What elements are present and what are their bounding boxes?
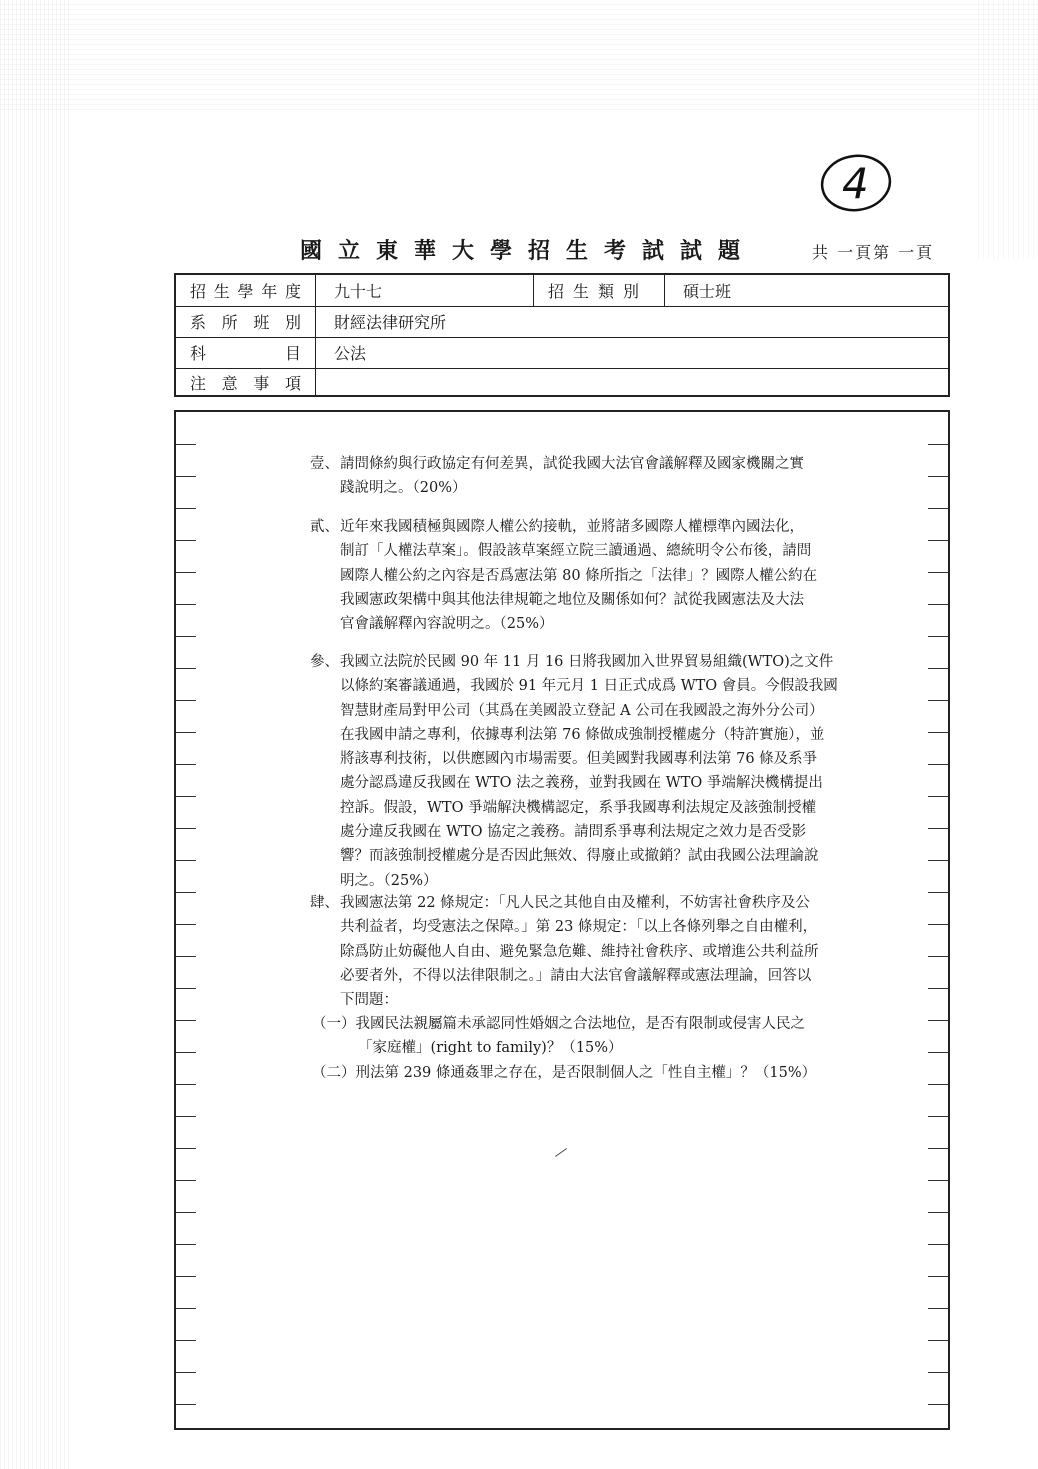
page-count: 共 一頁第 一頁 xyxy=(812,243,935,262)
question-line: 制訂「人權法草案」。假設該草案經立院三讀通過、總統明令公布後，請問 xyxy=(340,543,812,560)
info-row-subject xyxy=(176,337,948,369)
sub-question-2 xyxy=(312,1061,832,1085)
question-2 xyxy=(310,515,830,636)
page-mark-digit: 4 xyxy=(842,159,869,208)
margin-tick xyxy=(176,1180,196,1181)
dept-label xyxy=(176,306,316,337)
sub-question-line xyxy=(312,1061,832,1085)
question-line: 除爲防止妨礙他人自由、避免緊急危難、維持社會秩序、或增進公共利益所 xyxy=(340,943,819,960)
margin-tick xyxy=(928,860,948,861)
margin-tick xyxy=(176,860,196,861)
question-line xyxy=(310,452,830,476)
question-line: 明之。（25%） xyxy=(340,872,438,889)
margin-tick xyxy=(928,1404,948,1405)
margin-tick xyxy=(928,764,948,765)
question-number: 肆、 xyxy=(310,895,339,911)
margin-tick xyxy=(176,892,196,893)
category-label: 招生類別 xyxy=(534,275,665,306)
margin-tick xyxy=(176,1340,196,1341)
dept-label-char: 系 xyxy=(190,313,207,332)
margin-tick xyxy=(928,1276,948,1277)
margin-tick xyxy=(928,1148,948,1149)
sub-question-number: （一） xyxy=(312,1016,356,1032)
question-line: 國際人權公約之內容是否爲憲法第 80 條所指之「法律」？國際人權公約在 xyxy=(340,567,818,584)
margin-tick xyxy=(928,1212,948,1213)
question-3 xyxy=(310,650,838,893)
margin-tick xyxy=(928,924,948,925)
question-text: 請問條約與行政協定有何差異，試從我國大法官會議解釋及國家機關之實 xyxy=(340,456,804,472)
sub-question-line xyxy=(312,1012,832,1036)
question-line: 處分認爲違反我國在 WTO 法之義務，並對我國在 WTO 爭端解決機構提出 xyxy=(340,775,823,792)
margin-tick xyxy=(176,476,196,477)
handwritten-page-mark xyxy=(818,150,898,216)
question-line: 踐說明之。（20%） xyxy=(340,480,467,497)
margin-tick xyxy=(176,572,196,573)
margin-tick xyxy=(928,828,948,829)
margin-tick xyxy=(928,1052,948,1053)
subject-value: 公法 xyxy=(334,344,367,363)
margin-ticks-right xyxy=(928,412,948,1428)
margin-tick xyxy=(176,988,196,989)
margin-tick xyxy=(176,1116,196,1117)
year-label-char: 年 xyxy=(261,282,278,301)
question-line: 我國憲政架構中與其他法律規範之地位及關係如何？試從我國憲法及大法 xyxy=(340,591,804,608)
info-table xyxy=(174,273,950,397)
question-line: 必要者外，不得以法律限制之。」請由大法官會議解釋或憲法理論，回答以 xyxy=(340,967,812,984)
margin-tick xyxy=(176,1084,196,1085)
subject-label xyxy=(176,337,316,368)
margin-tick xyxy=(176,1148,196,1149)
margin-tick xyxy=(176,1372,196,1373)
year-value: 九十七 xyxy=(316,275,534,306)
sub-question-line: 「家庭權」(right to family)？（15%） xyxy=(358,1040,623,1057)
notes-label-char: 意 xyxy=(221,374,238,393)
margin-tick xyxy=(176,1020,196,1021)
margin-tick xyxy=(928,892,948,893)
question-line: 共利益者，均受憲法之保障。」第 23 條規定：「以上各條列舉之自由權利， xyxy=(340,919,818,936)
dept-value: 財經法律研究所 xyxy=(334,313,447,332)
info-row-year xyxy=(176,275,948,307)
question-line: 響？而該強制授權處分是否因此無效、得廢止或撤銷？試由我國公法理論說 xyxy=(340,848,819,865)
margin-tick xyxy=(928,1020,948,1021)
margin-tick xyxy=(928,508,948,509)
margin-tick xyxy=(176,1276,196,1277)
margin-tick xyxy=(176,828,196,829)
notes-label xyxy=(176,368,316,397)
margin-tick xyxy=(928,988,948,989)
margin-tick xyxy=(176,764,196,765)
margin-tick xyxy=(176,444,196,445)
margin-tick xyxy=(176,1212,196,1213)
margin-tick xyxy=(928,444,948,445)
margin-tick xyxy=(928,1308,948,1309)
year-label xyxy=(176,275,316,306)
question-line: 下問題： xyxy=(340,992,398,1009)
question-line xyxy=(310,891,830,915)
margin-tick xyxy=(928,796,948,797)
margin-tick xyxy=(176,668,196,669)
question-text: 近年來我國積極與國際人權公約接軌，並將諸多國際人權標準內國法化， xyxy=(340,519,804,535)
margin-tick xyxy=(928,1340,948,1341)
dept-label-char: 所 xyxy=(221,313,238,332)
question-number: 參、 xyxy=(310,654,339,670)
margin-tick xyxy=(928,1244,948,1245)
margin-tick xyxy=(176,540,196,541)
subject-label-char: 目 xyxy=(284,344,301,363)
question-text: 我國立法院於民國 90 年 11 月 16 日將我國加入世界貿易組織(WTO)之文件 xyxy=(340,654,834,670)
question-line: 處分違反我國在 WTO 協定之義務。請問系爭專利法規定之效力是否受影 xyxy=(340,824,807,841)
sub-question-text: 刑法第 239 條通姦罪之存在，是否限制個人之「性自主權」？（15%） xyxy=(355,1065,817,1081)
margin-tick xyxy=(928,700,948,701)
margin-tick xyxy=(176,924,196,925)
year-label-char: 招 xyxy=(190,282,207,301)
margin-tick xyxy=(928,1084,948,1085)
question-line: 將該專利技術，以供應國內市場需要。但美國對我國專利法第 76 條及系爭 xyxy=(340,751,818,768)
question-line: 智慧財產局對甲公司（其爲在美國設立登記 A 公司在我國設之海外分公司） xyxy=(340,702,824,719)
margin-tick xyxy=(928,572,948,573)
question-line: 控訴。假設，WTO 爭端解決機構認定，系爭我國專利法規定及該強制授權 xyxy=(340,799,817,816)
sub-question-1 xyxy=(312,1012,832,1061)
scan-stray-mark xyxy=(555,1148,567,1157)
margin-tick xyxy=(928,732,948,733)
margin-tick xyxy=(176,636,196,637)
margin-tick xyxy=(928,636,948,637)
margin-tick xyxy=(928,668,948,669)
margin-tick xyxy=(928,540,948,541)
question-line: 在我國申請之專利，依據專利法第 76 條做成強制授權處分（特許實施），並 xyxy=(340,726,825,743)
question-line: 以條約案審議通過，我國於 91 年元月 1 日正式成爲 WTO 會員。今假設我國 xyxy=(340,678,838,695)
dept-label-char: 別 xyxy=(284,313,301,332)
notes-label-char: 項 xyxy=(284,374,301,393)
sub-question-number: （二） xyxy=(312,1065,356,1081)
margin-ticks-left xyxy=(176,412,196,1428)
question-1 xyxy=(310,452,830,501)
question-box xyxy=(174,410,950,1430)
question-line xyxy=(310,515,830,539)
notes-label-char: 注 xyxy=(190,374,207,393)
year-label-char: 生 xyxy=(213,282,230,301)
year-label-char: 度 xyxy=(284,282,301,301)
dept-label-char: 班 xyxy=(253,313,270,332)
margin-tick xyxy=(176,1404,196,1405)
scan-edge-left xyxy=(0,0,70,1469)
question-text: 我國憲法第 22 條規定：「凡人民之其他自由及權利，不妨害社會秩序及公 xyxy=(340,895,810,911)
margin-tick xyxy=(928,1372,948,1373)
margin-tick xyxy=(176,604,196,605)
question-line xyxy=(310,650,834,674)
margin-tick xyxy=(176,508,196,509)
margin-tick xyxy=(176,796,196,797)
margin-tick xyxy=(176,956,196,957)
sub-question-text: 我國民法親屬篇未承認同性婚姻之合法地位，是否有限制或侵害人民之 xyxy=(355,1016,805,1032)
question-line: 官會議解釋內容說明之。（25%） xyxy=(340,616,554,633)
margin-tick xyxy=(928,956,948,957)
margin-tick xyxy=(928,476,948,477)
info-row-notes xyxy=(176,368,948,397)
scan-edge-right xyxy=(978,0,1038,260)
year-label-char: 學 xyxy=(237,282,254,301)
margin-tick xyxy=(176,1052,196,1053)
margin-tick xyxy=(928,604,948,605)
margin-tick xyxy=(928,1180,948,1181)
margin-tick xyxy=(928,1116,948,1117)
subject-label-char: 科 xyxy=(190,344,207,363)
question-number: 貳、 xyxy=(310,519,339,535)
category-value: 碩士班 xyxy=(683,282,732,301)
margin-tick xyxy=(176,700,196,701)
margin-tick xyxy=(176,1244,196,1245)
question-number: 壹、 xyxy=(310,456,339,472)
info-row-dept xyxy=(176,306,948,338)
notes-label-char: 事 xyxy=(253,374,270,393)
exam-title: 國立東華大學招生考試試題 xyxy=(300,238,757,264)
margin-tick xyxy=(176,1308,196,1309)
margin-tick xyxy=(176,732,196,733)
scan-edge-top xyxy=(0,0,1038,110)
question-4 xyxy=(310,891,830,1012)
